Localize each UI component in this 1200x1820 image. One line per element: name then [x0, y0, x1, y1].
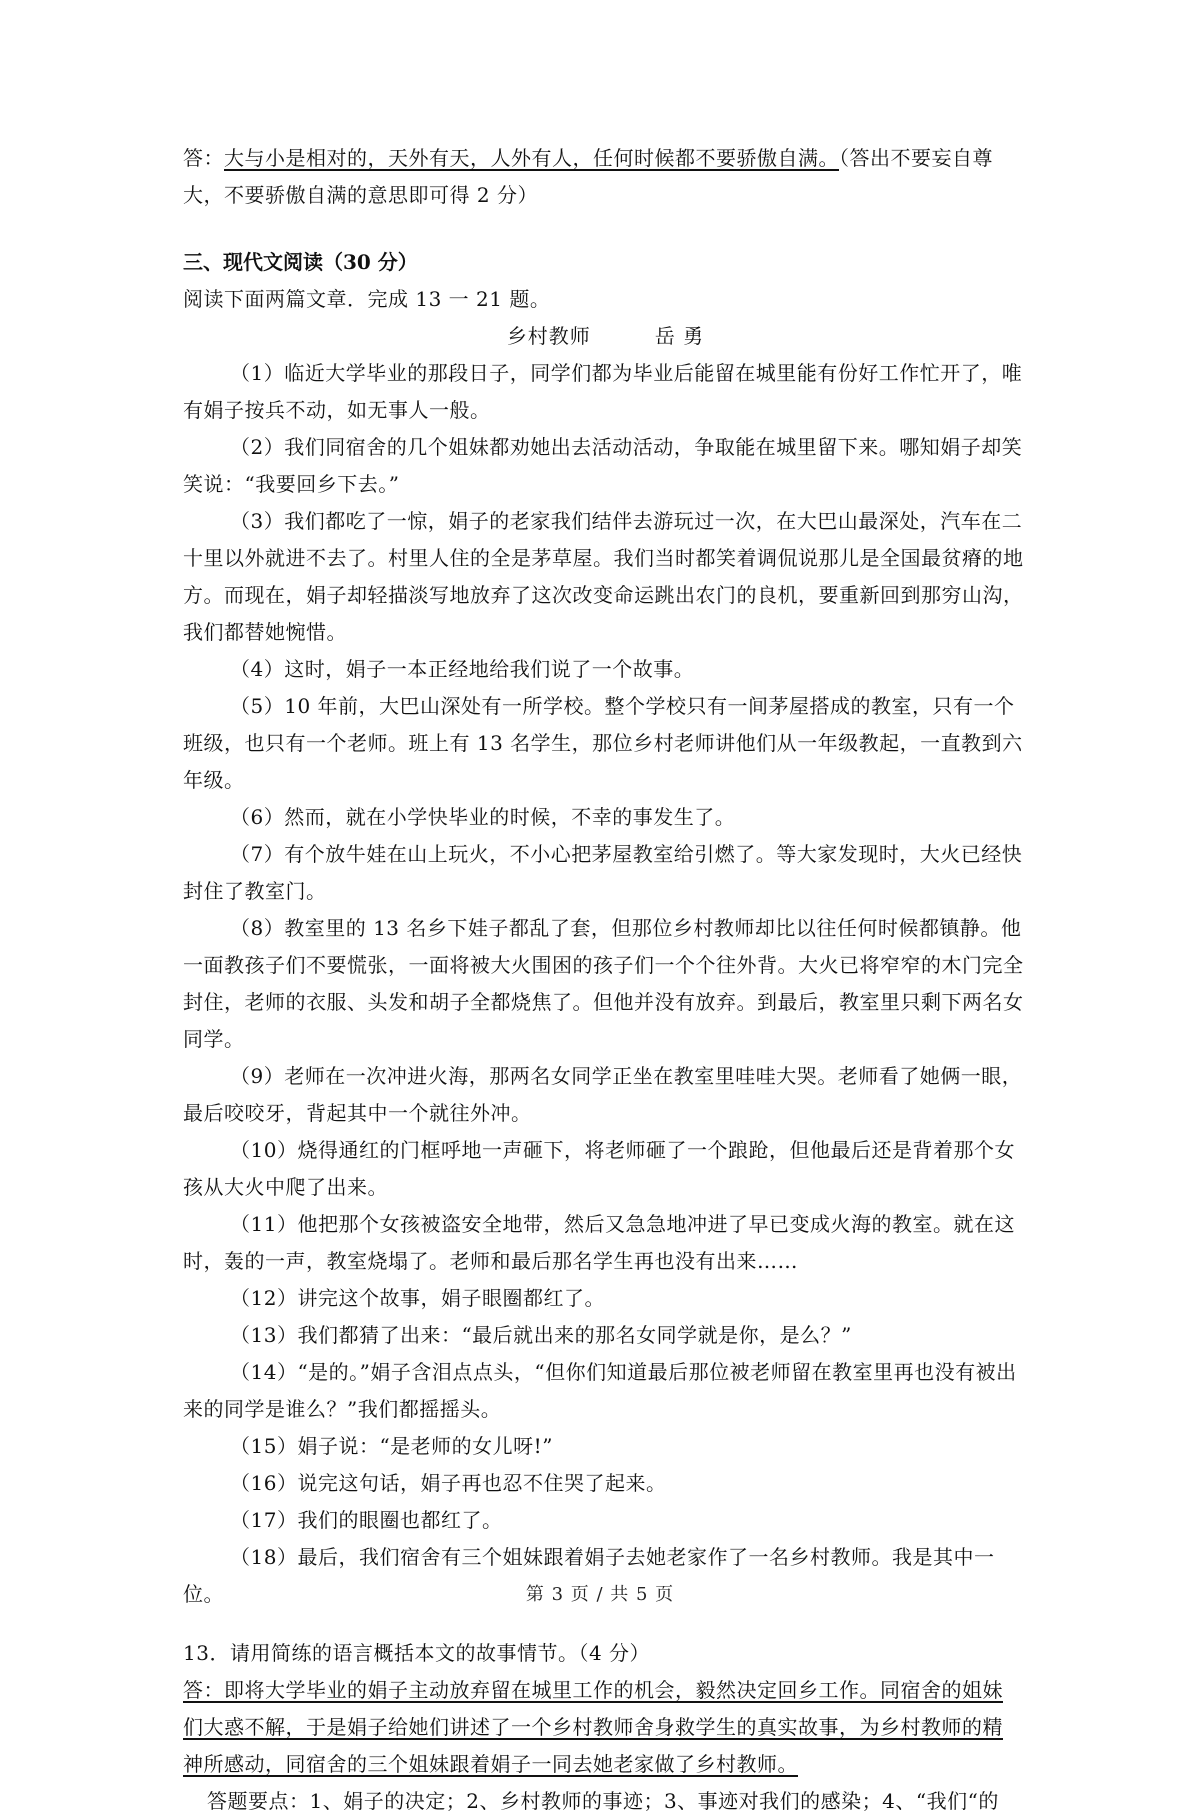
- document-page: [183, 140, 1028, 1820]
- paragraph: （7）有个放牛娃在山上玩火，不小心把茅屋教室给引燃了。等大家发现时，大火已经快封住了教室门。: [183, 842, 1023, 903]
- answer-underlined: 大与小是相对的，天外有天，人外有人，任何时候都不要骄傲自满。: [224, 146, 839, 170]
- answer-12: [183, 140, 1028, 214]
- question-13-answer: [183, 1672, 1028, 1783]
- paragraph: （14）“是的。”娟子含泪点点头，“但你们知道最后那位被老师留在教室里再也没有被出来的同学是谁么？”我们都摇摇头。: [183, 1360, 1017, 1421]
- answer-line: 们大惑不解，于是娟子给她们讲述了一个乡村教师舍身救学生的真实故事，为乡村教师的精: [183, 1715, 1003, 1739]
- answer-note: （答出不要妄自尊大，不要骄傲自满的意思即可得 2 分）: [183, 146, 993, 207]
- paragraph: （9）老师在一次冲进火海，那两名女同学正坐在教室里哇哇大哭。老师看了她俩一眼，最后咬咬牙，背起其中一个就往外冲。: [183, 1064, 1023, 1125]
- answer-line: 神所感动，同宿舍的三个姐妹跟着娟子一同去她老家做了乡村教师。: [183, 1752, 798, 1776]
- paragraph: （8）教室里的 13 名乡下娃子都乱了套，但那位乡村教师却比以往任何时候都镇静。他一面教孩子们不要慌张，一面将被大火围困的孩子们一个个往外背。大火已将窄窄的木门完全封住，老师的衣服、头发和胡子全都烧焦了。但他并没有放弃。到最后，教室里只剩下两名女同学。: [183, 916, 1024, 1051]
- article-body: [183, 355, 1028, 1613]
- article-author: 岳 勇: [654, 324, 705, 348]
- answer-prefix: 答：: [183, 146, 224, 170]
- paragraph: （15）娟子说：“是老师的女儿呀!”: [230, 1434, 553, 1458]
- paragraph: （16）说完这句话，娟子再也忍不住哭了起来。: [230, 1471, 667, 1495]
- section-heading: 三、现代文阅读（30 分）: [183, 250, 418, 274]
- paragraph: （10）烧得通红的门框呼地一声砸下，将老师砸了一个踉跄，但他最后还是背着那个女孩从大火中爬了出来。: [183, 1138, 1015, 1199]
- paragraph: （17）我们的眼圈也都红了。: [230, 1508, 503, 1532]
- paragraph: （12）讲完这个故事，娟子眼圈都红了。: [230, 1286, 605, 1310]
- answer-tips: 答题要点：1、娟子的决定；2、乡村教师的事迹；3、事迹对我们的感染；4、“我们“的: [207, 1789, 999, 1813]
- page-footer: 第 3 页 / 共 5 页: [525, 1584, 675, 1605]
- paragraph: （6）然而，就在小学快毕业的时候，不幸的事发生了。: [230, 805, 736, 829]
- section-instruction: 阅读下面两篇文章．完成 13 一 21 题。: [183, 287, 551, 311]
- paragraph: （5）10 年前，大巴山深处有一所学校。整个学校只有一间茅屋搭成的教室，只有一个班级，也只有一个老师。班上有 13 名学生，那位乡村老师讲他们从一年级教起，一直教到六年级。: [183, 694, 1023, 792]
- paragraph: （4）这时，娟子一本正经地给我们说了一个故事。: [230, 657, 695, 681]
- paragraph: （13）我们都猜了出来：“最后就出来的那名女同学就是你，是么？”: [230, 1323, 852, 1347]
- article-title: [183, 318, 1028, 355]
- paragraph: （3）我们都吃了一惊，娟子的老家我们结伴去游玩过一次，在大巴山最深处，汽车在二十里以外就进不去了。村里人住的全是茅草屋。我们当时都笑着调侃说那儿是全国最贫瘠的地方。而现在，娟子却轻描淡写地放弃了这次改变命运跳出农门的良机，要重新回到那穷山沟，我们都替她惋惜。: [183, 509, 1024, 644]
- paragraph: （1）临近大学毕业的那段日子，同学们都为毕业后能留在城里能有份好工作忙开了，唯有娟子按兵不动，如无事人一般。: [183, 361, 1023, 422]
- question-13-prompt: 13．请用简练的语言概括本文的故事情节。（4 分）: [183, 1641, 651, 1665]
- paragraph: （2）我们同宿舍的几个姐妹都劝她出去活动活动，争取能在城里留下来。哪知娟子却笑笑说：“我要回乡下去。”: [183, 435, 1023, 496]
- article-title-text: 乡村教师: [506, 324, 591, 348]
- answer-line: 答：即将大学毕业的娟子主动放弃留在城里工作的机会，毅然决定回乡工作。同宿舍的姐妹: [183, 1678, 1003, 1702]
- paragraph: （18）最后，我们宿舍有三个姐妹跟着娟子去她老家作了一名乡村教师。我是其中一位。: [183, 1545, 995, 1606]
- spacer: [183, 1613, 1028, 1635]
- paragraph: （11）他把那个女孩被盗安全地带，然后又急急地冲进了早已变成火海的教室。就在这时，轰的一声，教室烧塌了。老师和最后那名学生再也没有出来……: [183, 1212, 1015, 1273]
